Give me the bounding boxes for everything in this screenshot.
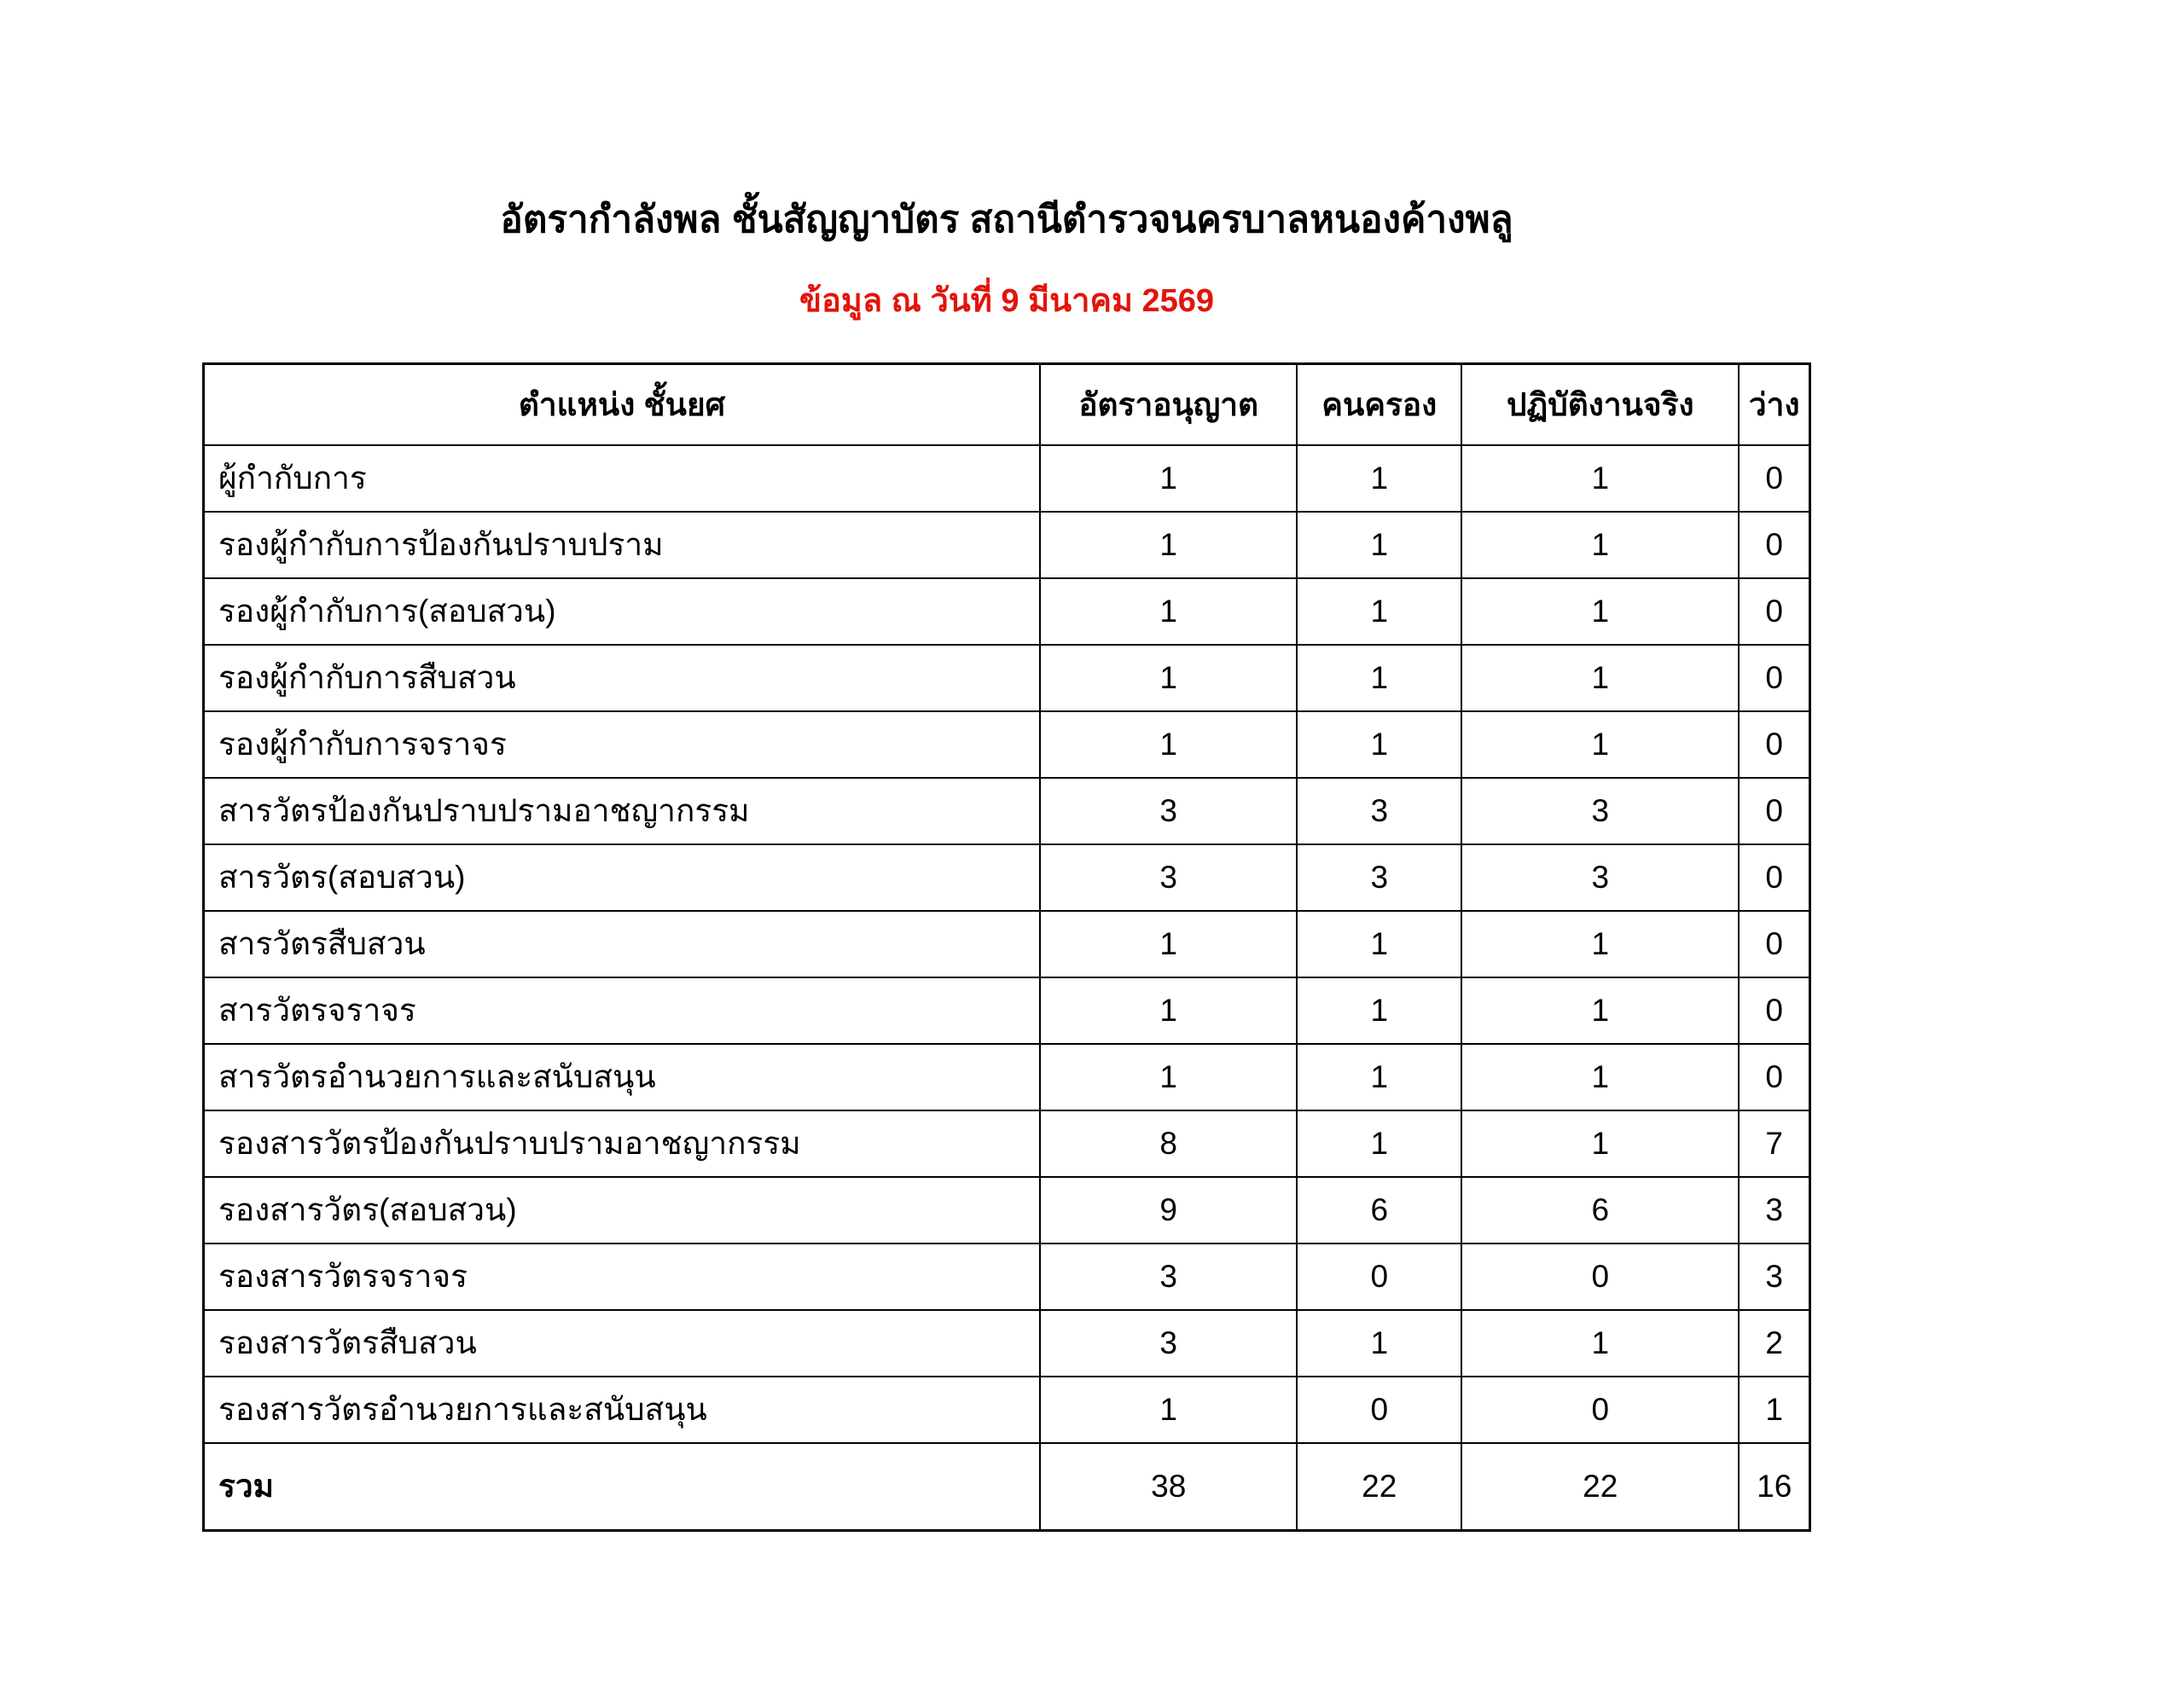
position-cell: สารวัตรสืบสวน [204, 911, 1040, 977]
count-cell: 0 [1461, 1244, 1739, 1310]
column-header-authorized: อัตราอนุญาต [1040, 363, 1297, 445]
count-cell: 1 [1040, 512, 1297, 578]
count-cell: 1 [1297, 977, 1461, 1044]
table-row [204, 778, 1810, 844]
position-cell: รองสารวัตรอำนวยการและสนับสนุน [204, 1377, 1040, 1443]
position-cell: รองผู้กำกับการ(สอบสวน) [204, 578, 1040, 645]
column-header-position: ตำแหน่ง ชั้นยศ [204, 363, 1040, 445]
table-row [204, 1310, 1810, 1377]
count-cell: 3 [1297, 778, 1461, 844]
table-header [204, 363, 1810, 445]
count-cell: 1 [1040, 1044, 1297, 1110]
table-row [204, 911, 1810, 977]
position-cell: รองสารวัตรจราจร [204, 1244, 1040, 1310]
position-cell: รองผู้กำกับการสืบสวน [204, 645, 1040, 711]
count-cell: 1 [1297, 645, 1461, 711]
count-cell: 1 [1297, 1310, 1461, 1377]
count-cell: 0 [1739, 911, 1809, 977]
table-row [204, 1110, 1810, 1177]
count-cell: 6 [1461, 1177, 1739, 1244]
count-cell: 8 [1040, 1110, 1297, 1177]
table-row [204, 844, 1810, 911]
count-cell: 0 [1739, 512, 1809, 578]
total-actual-working-cell: 22 [1461, 1443, 1739, 1531]
table-row [204, 1377, 1810, 1443]
count-cell: 1 [1461, 1110, 1739, 1177]
count-cell: 0 [1739, 977, 1809, 1044]
count-cell: 7 [1739, 1110, 1809, 1177]
count-cell: 3 [1040, 1244, 1297, 1310]
count-cell: 3 [1461, 778, 1739, 844]
position-cell: รองผู้กำกับการจราจร [204, 711, 1040, 778]
table-row [204, 512, 1810, 578]
count-cell: 0 [1739, 645, 1809, 711]
count-cell: 0 [1739, 1044, 1809, 1110]
position-cell: รองสารวัตรป้องกันปราบปรามอาชญากรรม [204, 1110, 1040, 1177]
count-cell: 3 [1739, 1177, 1809, 1244]
count-cell: 2 [1739, 1310, 1809, 1377]
count-cell: 1 [1461, 645, 1739, 711]
table-footer [204, 1443, 1810, 1531]
count-cell: 1 [1297, 512, 1461, 578]
total-label-cell: รวม [204, 1443, 1040, 1531]
count-cell: 1 [1297, 445, 1461, 512]
table-row [204, 445, 1810, 512]
table-row [204, 1177, 1810, 1244]
count-cell: 3 [1040, 778, 1297, 844]
count-cell: 0 [1461, 1377, 1739, 1443]
count-cell: 1 [1297, 578, 1461, 645]
count-cell: 0 [1739, 844, 1809, 911]
table-header-row [204, 363, 1810, 445]
count-cell: 1 [1040, 645, 1297, 711]
table-row [204, 977, 1810, 1044]
column-header-vacant: ว่าง [1739, 363, 1809, 445]
count-cell: 3 [1461, 844, 1739, 911]
position-cell: รองสารวัตร(สอบสวน) [204, 1177, 1040, 1244]
count-cell: 1 [1040, 977, 1297, 1044]
position-cell: สารวัตร(สอบสวน) [204, 844, 1040, 911]
count-cell: 1 [1297, 911, 1461, 977]
count-cell: 1 [1040, 711, 1297, 778]
position-cell: รองสารวัตรสืบสวน [204, 1310, 1040, 1377]
count-cell: 1 [1461, 711, 1739, 778]
count-cell: 1 [1040, 1377, 1297, 1443]
table-body [204, 445, 1810, 1443]
count-cell: 1 [1040, 578, 1297, 645]
count-cell: 1 [1461, 512, 1739, 578]
count-cell: 1 [1040, 911, 1297, 977]
count-cell: 0 [1739, 578, 1809, 645]
count-cell: 1 [1297, 1110, 1461, 1177]
count-cell: 0 [1739, 445, 1809, 512]
column-header-occupied: คนครอง [1297, 363, 1461, 445]
count-cell: 1 [1461, 445, 1739, 512]
personnel-table [202, 362, 1811, 1532]
count-cell: 3 [1739, 1244, 1809, 1310]
total-vacant-cell: 16 [1739, 1443, 1809, 1531]
position-cell: รองผู้กำกับการป้องกันปราบปราม [204, 512, 1040, 578]
document-content [202, 0, 1811, 1532]
count-cell: 1 [1040, 445, 1297, 512]
total-authorized-cell: 38 [1040, 1443, 1297, 1531]
column-header-actual-working: ปฏิบัติงานจริง [1461, 363, 1739, 445]
table-row [204, 711, 1810, 778]
count-cell: 1 [1739, 1377, 1809, 1443]
count-cell: 0 [1297, 1244, 1461, 1310]
count-cell: 1 [1461, 1044, 1739, 1110]
table-row [204, 1044, 1810, 1110]
position-cell: สารวัตรป้องกันปราบปรามอาชญากรรม [204, 778, 1040, 844]
total-occupied-cell: 22 [1297, 1443, 1461, 1531]
total-row [204, 1443, 1810, 1531]
count-cell: 9 [1040, 1177, 1297, 1244]
count-cell: 1 [1297, 1044, 1461, 1110]
table-row [204, 578, 1810, 645]
count-cell: 6 [1297, 1177, 1461, 1244]
page-title: อัตรากำลังพล ชั้นสัญญาบัตร สถานีตำรวจนครบาลหนองค้างพลู [500, 199, 1513, 241]
count-cell: 1 [1297, 711, 1461, 778]
count-cell: 0 [1297, 1377, 1461, 1443]
count-cell: 3 [1297, 844, 1461, 911]
table-row [204, 1244, 1810, 1310]
count-cell: 0 [1739, 711, 1809, 778]
count-cell: 1 [1461, 1310, 1739, 1377]
count-cell: 3 [1040, 844, 1297, 911]
position-cell: ผู้กำกับการ [204, 445, 1040, 512]
position-cell: สารวัตรอำนวยการและสนับสนุน [204, 1044, 1040, 1110]
count-cell: 1 [1461, 977, 1739, 1044]
count-cell: 3 [1040, 1310, 1297, 1377]
count-cell: 1 [1461, 578, 1739, 645]
document-date-subtitle: ข้อมูล ณ วันที่ 9 มีนาคม 2569 [799, 283, 1215, 320]
position-cell: สารวัตรจราจร [204, 977, 1040, 1044]
count-cell: 1 [1461, 911, 1739, 977]
table-row [204, 645, 1810, 711]
count-cell: 0 [1739, 778, 1809, 844]
